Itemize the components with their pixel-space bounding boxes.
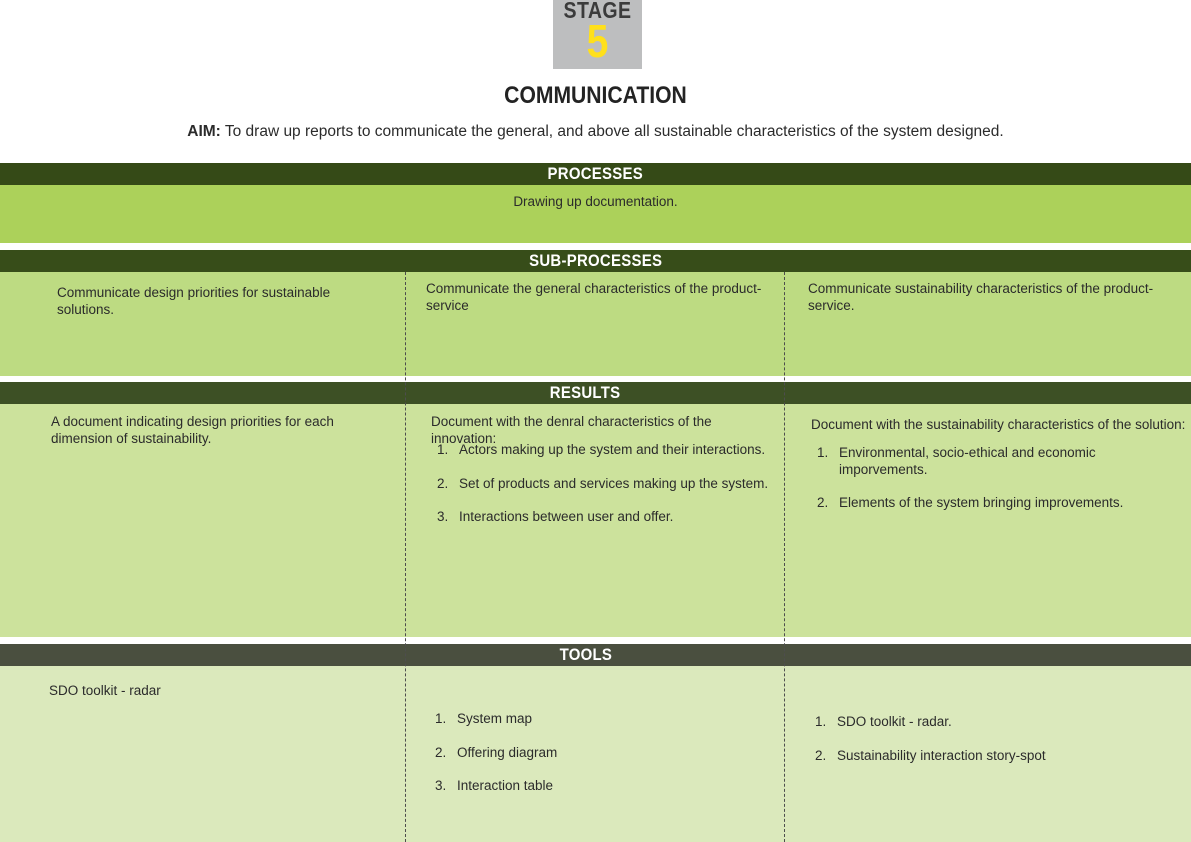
aim-label: AIM: xyxy=(187,123,221,140)
subprocess-col2: Communicate the general characteristics of the product-service xyxy=(426,281,762,313)
results-col2-intro: Document with the denral characteristics of the innovation: xyxy=(431,414,712,446)
list-number: 2. xyxy=(437,476,449,491)
list-number: 2. xyxy=(817,495,829,510)
list-text: Offering diagram xyxy=(457,745,558,760)
list-number: 1. xyxy=(817,445,829,460)
subprocesses-header-label: SUB-PROCESSES xyxy=(528,251,663,270)
list-number: 1. xyxy=(435,711,447,726)
subprocess-col3: Communicate sustainability characteristics of the product-service. xyxy=(808,281,1154,313)
list-text: Elements of the system bringing improvements. xyxy=(839,495,1124,510)
list-text: Sustainability interaction story-spot xyxy=(837,748,1046,763)
column-divider xyxy=(405,272,406,842)
list-text: Actors making up the system and their interactions. xyxy=(459,442,766,457)
tools-header xyxy=(0,644,1191,666)
list-number: 2. xyxy=(815,748,827,763)
list-number: 2. xyxy=(435,745,447,760)
processes-text: Drawing up documentation. xyxy=(513,194,678,209)
list-text: Interactions between user and offer. xyxy=(459,509,674,524)
stage-badge xyxy=(553,0,642,69)
processes-body xyxy=(0,185,1191,243)
tools-col1: SDO toolkit - radar xyxy=(49,683,161,698)
list-number: 3. xyxy=(437,509,449,524)
aim-text: To draw up reports to communicate the general, and above all sustainable characteristics of the system designed. xyxy=(224,123,1004,140)
list-text: System map xyxy=(457,711,533,726)
stage-label: STAGE xyxy=(563,0,632,23)
list-number: 1. xyxy=(437,442,449,457)
subprocesses-header xyxy=(0,250,1191,272)
results-header xyxy=(0,382,1191,404)
list-text: Interaction table xyxy=(457,778,554,793)
list-text: Set of products and services making up the system. xyxy=(459,476,769,491)
processes-header-label: PROCESSES xyxy=(547,164,644,183)
subprocesses-body xyxy=(0,272,1191,376)
page-title: COMMUNICATION xyxy=(504,82,687,109)
aim-statement xyxy=(0,123,1191,141)
results-body xyxy=(0,404,1191,637)
results-col1: A document indicating design priorities for each dimension of sustainability. xyxy=(51,414,334,446)
tools-body xyxy=(0,666,1191,842)
tools-header-label: TOOLS xyxy=(559,645,612,664)
list-number: 3. xyxy=(435,778,447,793)
stage-number: 5 xyxy=(586,15,609,67)
list-text: SDO toolkit - radar. xyxy=(837,714,952,729)
subprocess-col1: Communicate design priorities for sustainable solutions. xyxy=(57,285,331,317)
column-divider xyxy=(784,272,785,842)
results-header-label: RESULTS xyxy=(550,383,621,402)
results-col3-intro: Document with the sustainability characteristics of the solution: xyxy=(811,417,1186,432)
processes-header xyxy=(0,163,1191,185)
list-text: Environmental, socio-ethical and economic imporvements. xyxy=(839,445,1096,477)
list-number: 1. xyxy=(815,714,827,729)
